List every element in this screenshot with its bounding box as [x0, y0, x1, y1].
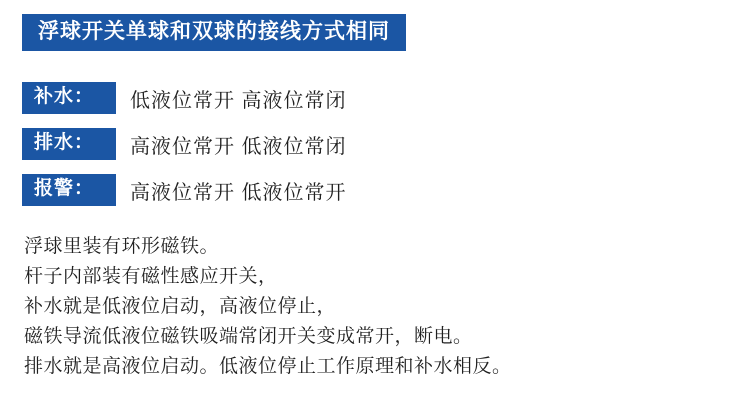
notes-block: [24, 232, 736, 382]
mode-desc-water-supply: 低液位常开 高液位常闭: [130, 89, 347, 112]
note-line: 浮球里装有环形磁铁。: [24, 236, 220, 257]
note-line: 补水就是低液位启动，高液位停止，: [24, 296, 337, 317]
list-item: [22, 78, 722, 118]
note-line: 杆子内部装有磁性感应开关，: [24, 266, 278, 287]
note-line: 磁铁导流低液位磁铁吸端常闭开关变成常开，断电。: [24, 326, 473, 347]
list-item: [22, 124, 722, 164]
mode-desc-drainage: 高液位常开 低液位常闭: [130, 135, 347, 158]
mode-tag-water-supply: 补水：: [22, 82, 116, 114]
note-line: 排水就是高液位启动。低液位停止工作原理和补水相反。: [24, 356, 512, 377]
mode-desc-alarm: 高液位常开 低液位常开: [130, 181, 347, 204]
page-title: 浮球开关单球和双球的接线方式相同: [22, 14, 406, 51]
list-item: [22, 170, 722, 210]
mode-list: [22, 78, 722, 216]
mode-tag-drainage: 排水：: [22, 128, 116, 160]
mode-tag-alarm: 报警：: [22, 174, 116, 206]
